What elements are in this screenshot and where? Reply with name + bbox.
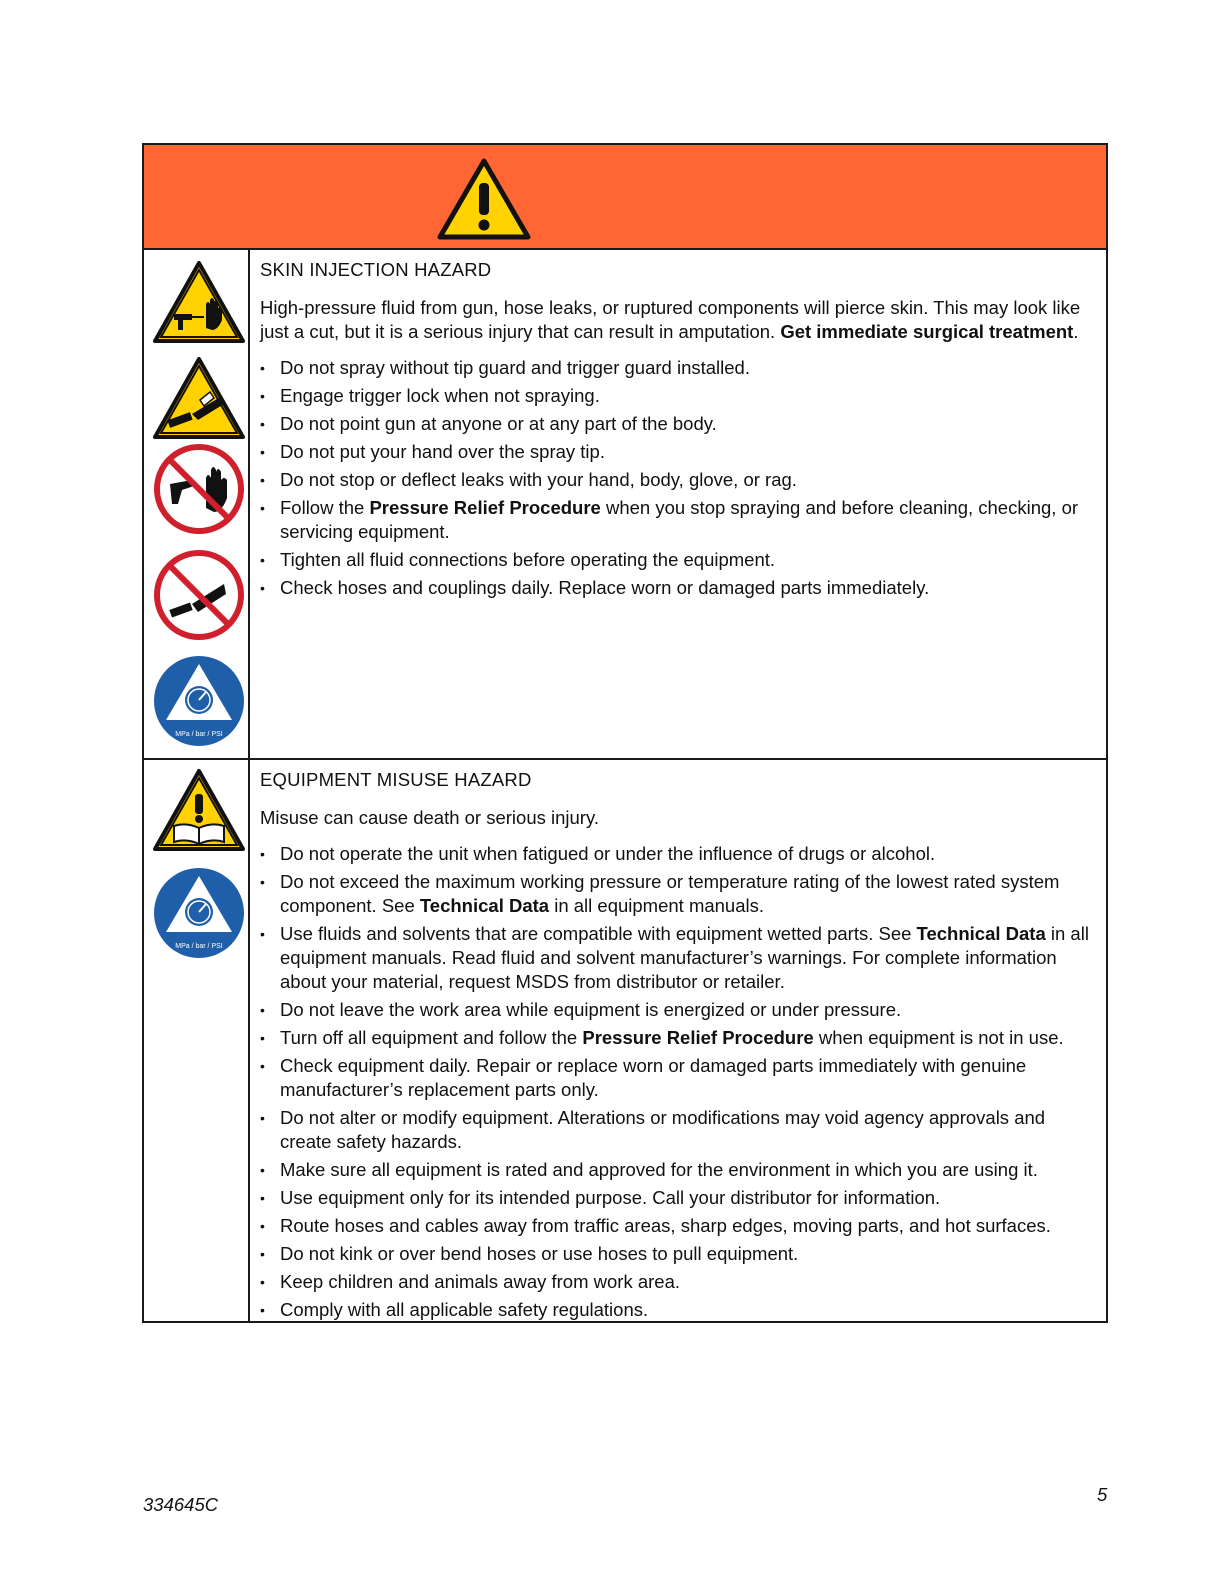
list-item: • Check equipment daily. Repair or replace worn or damaged parts immediately with genuine manufacturer’s replacement parts only. — [260, 1054, 1098, 1102]
equipment-misuse-hazard-row — [144, 758, 1106, 1321]
list-item: • Do not put your hand over the spray tip. — [260, 440, 1098, 464]
equipment-misuse-icons — [144, 760, 250, 1321]
skin-injection-hazard-row — [144, 250, 1106, 758]
skin-injection-icons — [144, 250, 250, 758]
list-item: • Engage trigger lock when not spraying. — [260, 384, 1098, 408]
list-item: • Do not alter or modify equipment. Alterations or modifications may void agency approvals and create safety hazards. — [260, 1106, 1098, 1154]
hazard-intro: High-pressure fluid from gun, hose leaks, or ruptured components will pierce skin. This may look like just a cut, but it is a serious injury that can result in amputation. Get immediate surgical treatment. — [260, 297, 1081, 342]
page-number: 5 — [1097, 1484, 1108, 1505]
list-item: • Follow the Pressure Relief Procedure when you stop spraying and before cleaning, checking, or servicing equipment. — [260, 496, 1098, 544]
injection-hazard-icon — [152, 260, 246, 344]
pressure-relief-icon — [152, 866, 246, 960]
list-item: • Do not operate the unit when fatigued or under the influence of drugs or alcohol. — [260, 842, 1098, 866]
list-item: • Do not point gun at anyone or at any part of the body. — [260, 412, 1098, 436]
svg-text:MPa / bar / PSI: MPa / bar / PSI — [175, 731, 223, 738]
warning-header-band — [144, 145, 1106, 250]
list-item: • Do not kink or over bend hoses or use hoses to pull equipment. — [260, 1242, 1098, 1266]
list-item: • Route hoses and cables away from traffic areas, sharp edges, moving parts, and hot surfaces. — [260, 1214, 1098, 1238]
hazard-title: SKIN INJECTION HAZARD — [260, 259, 492, 280]
list-item: • Turn off all equipment and follow the Pressure Relief Procedure when equipment is not in use. — [260, 1026, 1098, 1050]
list-item: • Use fluids and solvents that are compatible with equipment wetted parts. See Technical Data in all equipment manuals. Read fluid and solvent manufacturer’s warnings. For complete information about your material, request MSDS from distributor or retailer. — [260, 922, 1098, 994]
list-item: • Do not leave the work area while equipment is energized or under pressure. — [260, 998, 1098, 1022]
list-item: • Comply with all applicable safety regulations. — [260, 1298, 1098, 1322]
hazard-intro: Misuse can cause death or serious injury. — [260, 807, 599, 828]
list-item: • Check hoses and couplings daily. Replace worn or damaged parts immediately. — [260, 576, 1098, 600]
read-manual-warning-icon — [152, 768, 246, 852]
hazard-bullets — [260, 842, 1098, 1322]
hazard-bullets — [260, 356, 1098, 600]
list-item: • Use equipment only for its intended purpose. Call your distributor for information. — [260, 1186, 1098, 1210]
list-item: • Do not exceed the maximum working pressure or temperature rating of the lowest rated system component. See Technical Data in all equipment manuals. — [260, 870, 1098, 918]
list-item: • Make sure all equipment is rated and approved for the environment in which you are using it. — [260, 1158, 1098, 1182]
warning-table — [142, 143, 1108, 1323]
list-item: • Do not stop or deflect leaks with your hand, body, glove, or rag. — [260, 468, 1098, 492]
list-item: • Tighten all fluid connections before operating the equipment. — [260, 548, 1098, 572]
no-hand-over-tip-icon — [152, 442, 246, 536]
list-item: • Keep children and animals away from work area. — [260, 1270, 1098, 1294]
pressure-relief-icon — [152, 654, 246, 748]
equipment-misuse-text — [250, 760, 1106, 1321]
no-deflect-leaks-icon — [152, 548, 246, 642]
warning-triangle-icon — [436, 157, 532, 241]
svg-text:MPa / bar / PSI: MPa / bar / PSI — [175, 943, 223, 950]
skin-injection-text — [250, 250, 1106, 758]
list-item: • Do not spray without tip guard and trigger guard installed. — [260, 356, 1098, 380]
hose-injection-hazard-icon — [152, 356, 246, 440]
document-code: 334645C — [143, 1494, 219, 1515]
hazard-title: EQUIPMENT MISUSE HAZARD — [260, 769, 532, 790]
